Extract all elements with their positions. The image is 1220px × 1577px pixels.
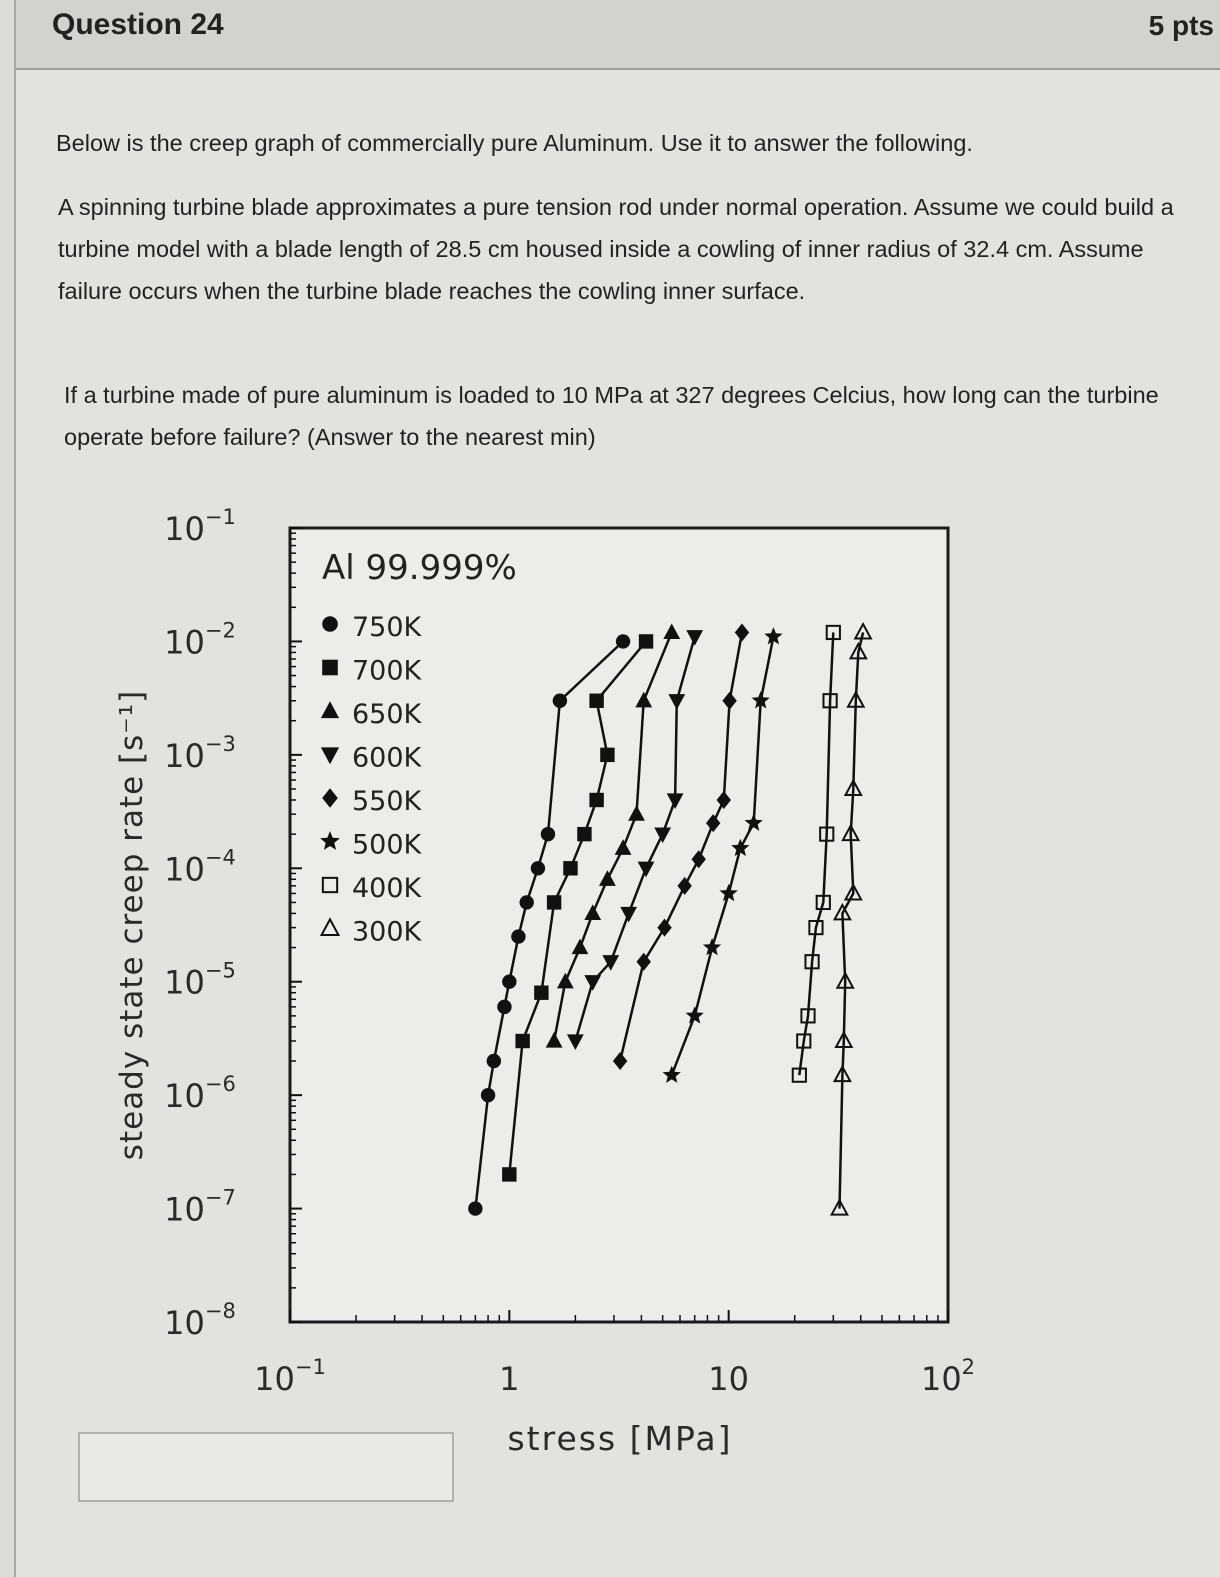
chart-title: Al 99.999% bbox=[322, 548, 517, 588]
x-tick-label: 1 bbox=[499, 1360, 520, 1398]
prompt-text: If a turbine made of pure aluminum is loaded to 10 MPa at 327 degrees Celcius, how long can the turbine operate before failure? (Answer to the nearest min) bbox=[64, 382, 1159, 450]
question-points: 5 pts bbox=[1148, 10, 1214, 41]
x-tick-label: $10^{-1}$ bbox=[254, 1355, 326, 1398]
legend-label-600k: 600K bbox=[352, 742, 422, 774]
y-tick-label: $10^{-8}$ bbox=[164, 1299, 236, 1342]
point-750k bbox=[502, 975, 516, 989]
legend-label-700k: 700K bbox=[352, 655, 422, 687]
point-700k bbox=[534, 986, 548, 1000]
legend-label-300k: 300K bbox=[352, 916, 422, 948]
y-tick-label: $10^{-7}$ bbox=[164, 1185, 236, 1229]
point-750k bbox=[481, 1088, 495, 1102]
legend-label-500k: 500K bbox=[352, 829, 422, 861]
point-700k bbox=[589, 694, 603, 708]
legend-label-650k: 650K bbox=[352, 699, 422, 730]
point-750k bbox=[468, 1201, 482, 1215]
point-700k bbox=[547, 895, 561, 909]
intro-text: Below is the creep graph of commercially pure Aluminum. Use it to answer the following. bbox=[56, 130, 973, 156]
y-tick-label: $10^{-1}$ bbox=[164, 505, 236, 548]
point-700k bbox=[600, 748, 614, 762]
x-tick-label: 10 bbox=[708, 1360, 750, 1398]
x-tick-label: $10^2$ bbox=[920, 1355, 976, 1398]
point-700k bbox=[639, 634, 653, 648]
question-title: Question 24 bbox=[52, 8, 224, 41]
point-750k bbox=[497, 1000, 511, 1014]
legend-label-550k: 550K bbox=[352, 786, 422, 817]
point-700k bbox=[502, 1167, 516, 1181]
point-700k bbox=[563, 861, 577, 875]
answer-input[interactable] bbox=[78, 1432, 454, 1502]
point-750k bbox=[553, 694, 567, 708]
scenario-text: A spinning turbine blade approximates a pure tension rod under normal operation. Assume we could build a turbine model with a blade length of 28.5 cm housed inside a cowling of inner radius of 32.4 cm. Assume failure occurs when the turbine blade reaches the cowling inner surface. bbox=[58, 194, 1174, 304]
y-axis-ticks bbox=[164, 505, 302, 1342]
point-700k bbox=[515, 1034, 529, 1048]
legend-label-400k: 400K bbox=[352, 873, 422, 904]
point-750k bbox=[616, 634, 630, 648]
point-750k bbox=[531, 861, 545, 875]
point-700k bbox=[577, 827, 591, 841]
legend-label-750k: 750K bbox=[352, 612, 422, 643]
x-axis-label: stress [MPa] bbox=[507, 1419, 733, 1458]
point-750k bbox=[487, 1054, 501, 1068]
point-700k bbox=[589, 793, 603, 807]
y-tick-label: $10^{-5}$ bbox=[164, 958, 236, 1002]
y-tick-label: $10^{-3}$ bbox=[164, 731, 236, 775]
point-750k bbox=[541, 827, 555, 841]
y-axis-label: steady state creep rate [s⁻¹] bbox=[114, 689, 150, 1161]
y-tick-label: $10^{-6}$ bbox=[164, 1072, 236, 1116]
legend-marker-750k bbox=[322, 616, 338, 632]
point-750k bbox=[511, 929, 525, 943]
y-tick-label: $10^{-2}$ bbox=[164, 618, 236, 662]
legend-marker-700k bbox=[322, 660, 338, 676]
point-750k bbox=[520, 895, 534, 909]
y-tick-label: $10^{-4}$ bbox=[164, 845, 236, 889]
